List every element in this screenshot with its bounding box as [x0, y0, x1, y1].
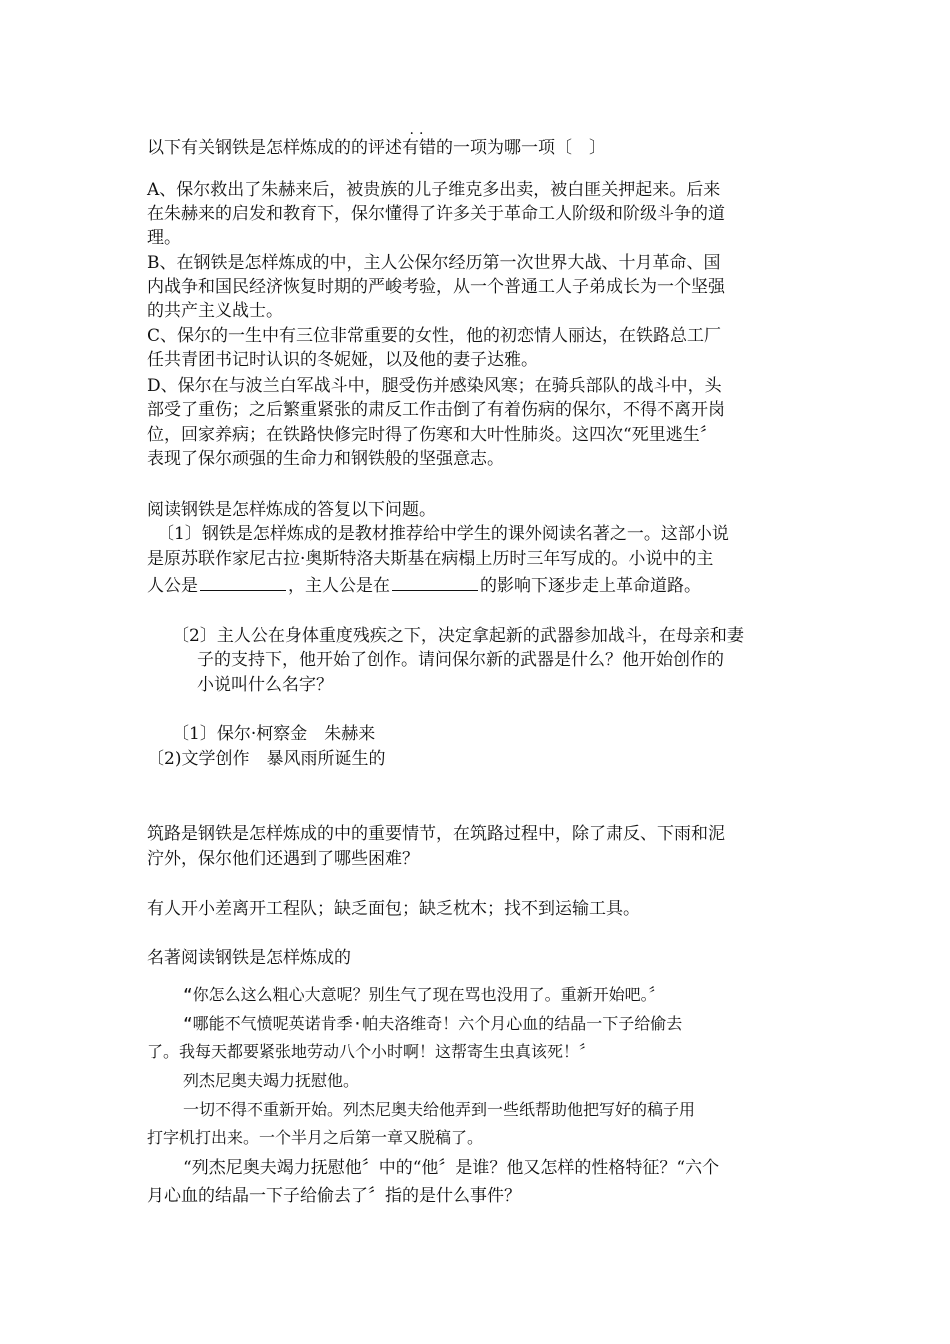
answer-blank [392, 573, 478, 591]
q1-option-b-line: B、在钢铁是怎样炼成的中，主人公保尔经历第一次世界大战、十月革命、国 [147, 253, 721, 273]
q1-option-b-line: 的共产主义战士。 [147, 301, 283, 321]
q4-passage-line: 列杰尼奥夫竭力抚慰他。 [183, 1071, 360, 1090]
q1-stem [147, 122, 807, 160]
q3-answer: 有人开小差离开工程队；缺乏面包；缺乏枕木；找不到运输工具。 [147, 899, 640, 919]
q1-stem-before: 以下有关钢铁是怎样炼成的的评述 [147, 138, 402, 158]
q2-part1-line: 是原苏联作家尼古拉·奥斯特洛夫斯基在病榻上历时三年写成的。小说中的主 [147, 549, 714, 569]
q2-intro: 阅读钢铁是怎样炼成的答复以下问题。 [147, 500, 436, 520]
q4-passage-line: 了。我每天都要紧张地劳动八个小时啊！这帮寄生虫真该死！〞 [147, 1042, 596, 1061]
q4-passage-line: “你怎么这么粗心大意呢？别生气了现在骂也没用了。重新开始吧。〞 [183, 985, 665, 1004]
emphasis-dots: .. [409, 122, 429, 138]
q1-option-b-line: 内战争和国民经济恢复时期的严峻考验，从一个普通工人子弟成长为一个坚强 [147, 277, 725, 297]
q4-passage-line: 一切不得不重新开始。列杰尼奥夫给他弄到一些纸帮助他把写好的稿子用 [183, 1100, 696, 1119]
q2-part2-line: 小说叫什么名字？ [197, 675, 333, 695]
q1-option-a-line: 在朱赫来的启发和教育下，保尔懂得了许多关于革命工人阶级和阶级斗争的道 [147, 204, 725, 224]
answer-blank [200, 573, 286, 591]
q1-option-d-line: 表现了保尔顽强的生命力和钢铁般的坚强意志。 [147, 449, 504, 469]
q4-question-line: “列杰尼奥夫竭力抚慰他〞中的“他〞是谁？他又怎样的性格特征？“六个 [183, 1158, 720, 1178]
q2-part2-line: 〔2〕主人公在身体重度残疾之下，决定拿起新的武器参加战斗，在母亲和妻 [172, 626, 744, 646]
q3-question-line: 筑路是钢铁是怎样炼成的中的重要情节，在筑路过程中，除了肃反、下雨和泥 [147, 824, 725, 844]
q4-passage-line: “哪能不气愤呢英诺肯季·帕夫洛维奇！六个月心血的结晶一下子给偷去 [183, 1014, 683, 1033]
q2-part2-line: 子的支持下，他开始了创作。请问保尔新的武器是什么？他开始创作的 [197, 650, 724, 670]
q1-option-c-line: C、保尔的一生中有三位非常重要的女性，他的初恋情人丽达，在铁路总工厂 [147, 326, 722, 346]
q1-option-d-line: D、保尔在与波兰白军战斗中，腿受伤并感染风寒；在骑兵部队的战斗中，头 [147, 376, 722, 396]
q4-question-line: 月心血的结晶一下子给偷去了〞指的是什么事件？ [147, 1186, 521, 1206]
q1-option-c-line: 任共青团书记时认识的冬妮娅，以及他的妻子达雅。 [147, 350, 538, 370]
q2-part1-line: 人公是 ，主人公是在 的影响下逐步走上革命道路。 [147, 573, 807, 598]
q1-option-a-line: 理。 [147, 228, 181, 248]
q1-stem-emphasis: .. 有错 [402, 122, 436, 158]
q1-option-d-line: 位，回家养病；在铁路快修完时得了伤寒和大叶性肺炎。这四次“死里逃生〞 [147, 425, 717, 445]
q2-answer-2: 〔2)文学创作 暴风雨所诞生的 [147, 749, 386, 769]
q2-part1-line: 〔1〕钢铁是怎样炼成的是教材推荐给中学生的课外阅读名著之一。这部小说 [157, 524, 729, 544]
q3-question-line: 泞外，保尔他们还遇到了哪些困难？ [147, 849, 419, 869]
q1-stem-after: 的一项为哪一项〔 〕 [436, 138, 606, 158]
q1-option-a-line: A、保尔救出了朱赫来后，被贵族的儿子维克多出卖，被白匪关押起来。后来 [147, 180, 721, 200]
q1-option-d-line: 部受了重伤；之后繁重紧张的肃反工作击倒了有着伤病的保尔，不得不离开岗 [147, 400, 725, 420]
q4-passage-line: 打字机打出来。一个半月之后第一章又脱稿了。 [147, 1128, 484, 1147]
q2-answer-1: 〔1〕保尔·柯察金 朱赫来 [172, 724, 376, 744]
q4-title: 名著阅读钢铁是怎样炼成的 [147, 948, 351, 968]
